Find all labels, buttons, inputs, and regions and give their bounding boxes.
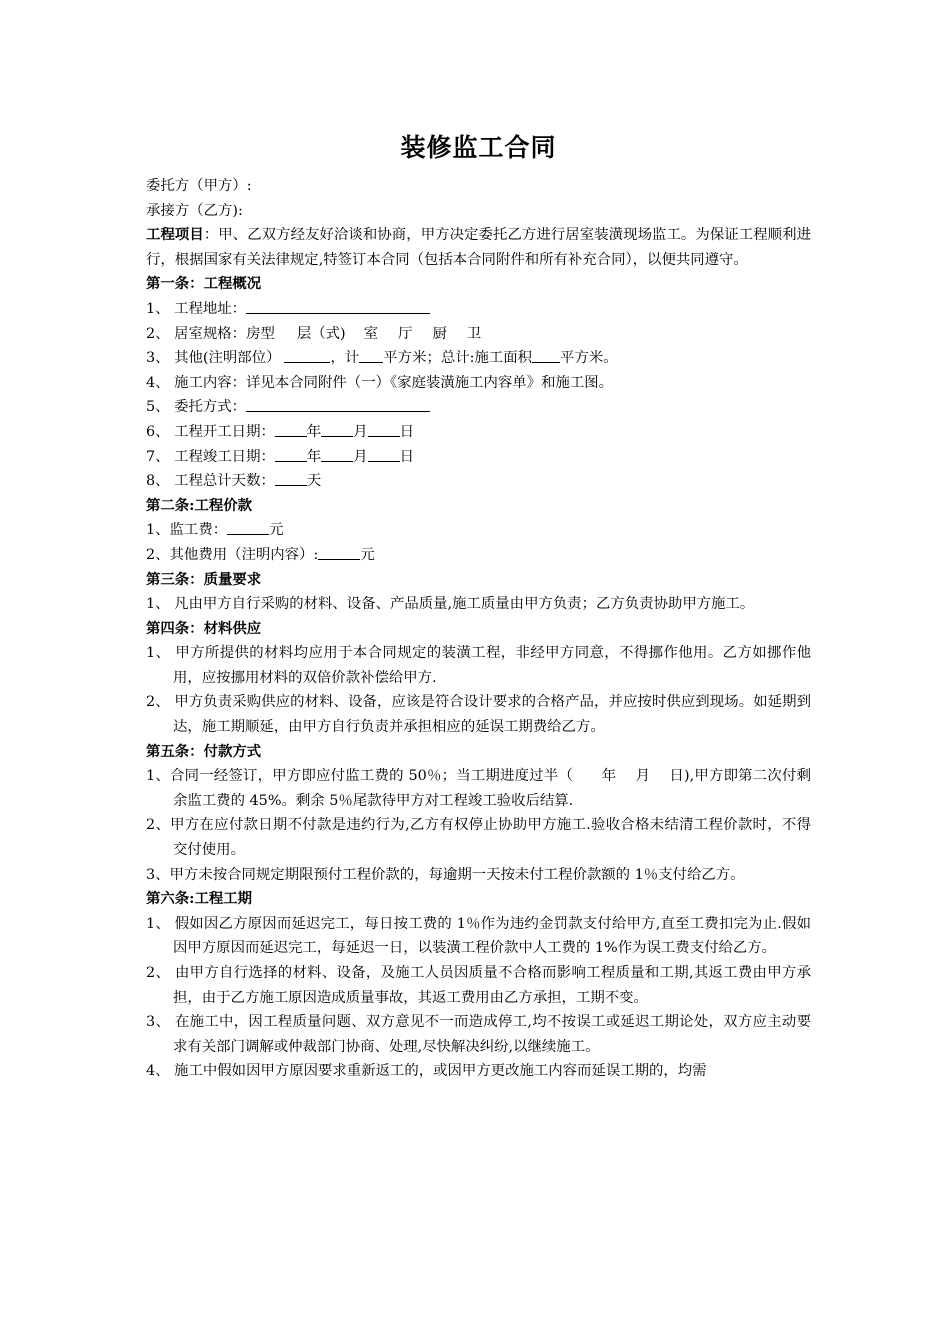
- start-date-label: 6、 工程开工日期：: [146, 423, 275, 440]
- end-day-blank: [368, 447, 400, 462]
- list-item: 2、 由甲方自行选择的材料、设备，及施工人员因质量不合格而影响工程质量和工期,其返工费由甲方承担，由于乙方施工原因造成质量事故，其返工费用由乙方承担，工期不变。: [146, 965, 811, 1006]
- total-area-label: 平方米；总计:施工面积: [383, 350, 533, 367]
- content-line: 4、 施工内容：详见本合同附件（一）《家庭装潢施工内容单》和施工图。: [146, 374, 614, 391]
- sqm-unit: 平方米。: [560, 350, 618, 367]
- list-item: 1、 甲方所提供的材料均应用于本合同规定的装潢工程，非经甲方同意，不得挪作他用。乙方如挪作他用，应按挪用材料的双倍价款补偿给甲方.: [146, 645, 811, 686]
- list-item: 2、 甲方负责采购供应的材料、设备，应该是符合设计要求的合格产品，并应按时供应到现场。如延期到达，施工期顺延，由甲方自行负责并承担相应的延误工期费给乙方。: [146, 694, 811, 736]
- spec-kitchen: 厨: [432, 325, 447, 342]
- end-date-label: 7、 工程竣工日期：: [146, 448, 275, 465]
- other-fee-blank: [318, 545, 360, 560]
- other-line: [146, 346, 811, 371]
- address-label: 1、 工程地址：: [146, 300, 247, 317]
- list-item: 4、 施工中假如因甲方原因要求重新返工的，或因甲方更改施工内容而延误工期的，均需: [146, 1063, 707, 1080]
- article-4-heading: 第四条：材料供应: [146, 619, 262, 637]
- fee-line: [146, 518, 811, 543]
- list-item: 3、 在施工中，因工程质量问题、双方意见不一而造成停工,均不按误工或延迟工期论处，双方应主动要求有关部门调解或仲裁部门协商、处理,尽快解决纠纷,以继续施工。: [146, 1014, 811, 1055]
- day-label: 日: [399, 448, 415, 465]
- month-label: 月: [353, 423, 368, 440]
- spec-line: [146, 322, 811, 347]
- spec-floor: 层（式): [296, 325, 346, 342]
- client-line: 委托方（甲方）:: [146, 178, 252, 194]
- total-days-line: [146, 469, 811, 494]
- list-item: 2、甲方在应付款日期不付款是违约行为,乙方有权停止协助甲方施工.验收合格未结清工程价款时，不得交付使用。: [146, 817, 811, 859]
- end-year-blank: [275, 447, 307, 462]
- project-paragraph: [146, 223, 811, 272]
- list-item: 1、合同一经签订，甲方即应付监工费的 50％；当工期进度过半（ 年 月 日),甲方即第二次付剩余监工费的 45%。剩余 5％尾款待甲方对工程竣工验收后结算.: [146, 768, 811, 809]
- start-year-blank: [275, 422, 307, 437]
- total-days-blank: [275, 471, 307, 486]
- fee-label: 1、监工费：: [146, 522, 228, 539]
- yuan-unit: 元: [360, 546, 375, 563]
- other-label: 3、 其他(注明部位）: [146, 350, 281, 367]
- start-month-blank: [321, 422, 353, 437]
- list-item: 1、 凡由甲方自行采购的材料、设备、产品质量,施工质量由甲方负责；乙方负责协助甲方施工。: [146, 596, 755, 613]
- start-day-blank: [368, 422, 400, 437]
- days-unit: 天: [306, 473, 322, 490]
- list-item: 1、 假如因乙方原因而延迟完工，每日按工费的 1％作为违约金罚款支付给甲方,直至工费扣完为止.假如因甲方原因而延迟完工，每延迟一日，以装潢工程价款中人工费的 1%作为误工费支付给乙方。: [146, 915, 811, 957]
- fee-blank: [227, 520, 269, 535]
- start-date-line: [146, 420, 811, 445]
- mode-blank: [246, 397, 430, 412]
- other-part-blank: [284, 348, 330, 363]
- article-6-heading: 第六条:工程工期: [146, 890, 253, 908]
- mode-label: 5、 委托方式：: [146, 399, 247, 416]
- spec-hall: 厅: [398, 325, 413, 342]
- article-5-heading: 第五条：付款方式: [146, 742, 262, 760]
- contractor-line: 承接方（乙方):: [146, 202, 243, 219]
- total-area-blank: [532, 348, 560, 363]
- project-text: ：甲、乙双方经友好洽谈和协商，甲方决定委托乙方进行居室装潢现场监工。为保证工程顺利进行，根据国家有关法律规定,特签订本合同（包括本合同附件和所有补充合同），以便共同遵守。: [146, 227, 811, 268]
- address-line: [146, 297, 811, 322]
- spec-bath: 卫: [466, 325, 482, 342]
- total-days-label: 8、 工程总计天数：: [146, 473, 275, 490]
- other-fee-line: [146, 543, 811, 568]
- other-fee-label: 2、其他费用（注明内容）:: [146, 546, 319, 563]
- spec-room: 室: [363, 325, 379, 342]
- other-area-blank: [359, 348, 383, 363]
- year-label: 年: [306, 448, 322, 465]
- list-item: 3、甲方未按合同规定期限预付工程价款的，每逾期一天按未付工程价款额的 1％支付给乙方。: [146, 866, 745, 883]
- address-blank: [246, 299, 430, 314]
- month-label: 月: [353, 448, 368, 465]
- end-month-blank: [321, 447, 353, 462]
- contract-page: [146, 130, 811, 1084]
- day-label: 日: [399, 423, 415, 440]
- spec-label: 2、 居室规格：房型: [146, 325, 275, 342]
- article-3-heading: 第三条：质量要求: [146, 570, 262, 588]
- project-label: 工程项目: [146, 226, 204, 244]
- end-date-line: [146, 445, 811, 470]
- document-title: 装修监工合同: [400, 133, 557, 162]
- yuan-unit: 元: [269, 522, 284, 539]
- other-count-label: ，计: [330, 350, 360, 367]
- article-2-heading: 第二条:工程价款: [146, 496, 253, 514]
- article-1-heading: 第一条：工程概况: [146, 275, 262, 293]
- mode-line: [146, 395, 811, 420]
- year-label: 年: [306, 423, 322, 440]
